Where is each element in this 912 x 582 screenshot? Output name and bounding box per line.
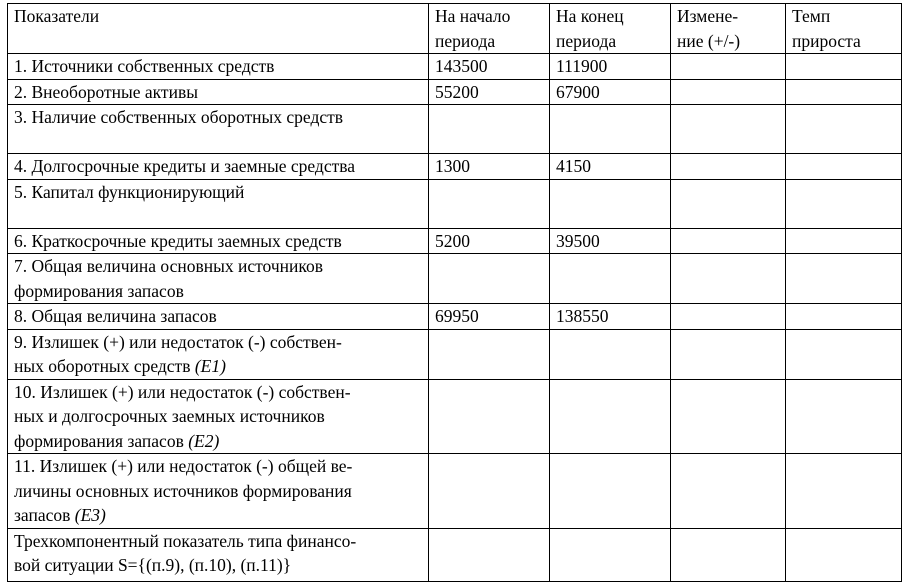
cell-change: [671, 528, 786, 581]
row-label-line: формирования запасов: [14, 280, 184, 301]
cell-change: [671, 79, 786, 105]
table-row: [8, 154, 902, 180]
cell-growth: [786, 379, 902, 454]
cell-growth: [786, 304, 902, 330]
cell-growth: [786, 179, 902, 228]
cell-growth: [786, 54, 902, 80]
header-period-start: [429, 4, 550, 54]
cell-change: [671, 54, 786, 80]
header-growth-rate: [786, 4, 902, 54]
cell-growth: [786, 528, 902, 581]
cell-end-value: [550, 454, 671, 529]
cell-end-value: [550, 179, 671, 228]
cell-start-value: [429, 528, 550, 581]
table-row: [8, 304, 902, 330]
row-label-line: 1. Источники собственных средств: [14, 56, 275, 76]
table-row: [8, 228, 902, 254]
cell-start-value: [429, 254, 550, 304]
header-text-line: Темп: [792, 6, 831, 26]
cell-start-value: [429, 329, 550, 379]
table-row: [8, 54, 902, 80]
header-period-end: [550, 4, 671, 54]
table-row: [8, 528, 902, 581]
row-label: [8, 228, 429, 254]
row-label: [8, 528, 429, 581]
cell-end-value: [550, 329, 671, 379]
cell-start-value: [429, 179, 550, 228]
cell-change: [671, 454, 786, 529]
cell-end-value: [550, 105, 671, 154]
row-label-text: ных оборотных средств: [14, 356, 191, 376]
cell-change: [671, 179, 786, 228]
header-text-line: прироста: [792, 30, 861, 51]
header-indicators: [8, 4, 429, 54]
table-row: [8, 254, 902, 304]
cell-change: [671, 304, 786, 330]
row-label-line: 5. Капитал функционирующий: [14, 181, 245, 202]
cell-growth: [786, 254, 902, 304]
cell-change: [671, 254, 786, 304]
row-label: [8, 54, 429, 80]
row-label: [8, 154, 429, 180]
header-text-line: На конец: [556, 6, 624, 26]
header-change: [671, 4, 786, 54]
cell-end-value: 111900: [550, 54, 671, 80]
header-text-line: периода: [435, 30, 496, 51]
cell-change: [671, 154, 786, 180]
cell-end-value: 39500: [550, 228, 671, 254]
cell-change: [671, 228, 786, 254]
table-row: [8, 79, 902, 105]
row-label-line: ных и долгосрочных заемных источников: [14, 406, 325, 426]
cell-start-value: 55200: [429, 79, 550, 105]
row-label: [8, 329, 429, 379]
row-label-line: личины основных источников формирования: [14, 480, 352, 501]
header-text-line: На начало: [435, 6, 511, 26]
row-label-line: 11. Излишек (+) или недостаток (-) общей ве-: [14, 456, 353, 476]
cell-end-value: [550, 528, 671, 581]
cell-end-value: [550, 379, 671, 454]
cell-start-value: 5200: [429, 228, 550, 254]
row-label-code: (E1): [194, 356, 226, 376]
cell-growth: [786, 105, 902, 154]
cell-change: [671, 379, 786, 454]
header-text-line: Измене-: [677, 6, 739, 26]
row-label-line: [14, 429, 423, 454]
header-text-line: периода: [556, 30, 617, 51]
row-label: [8, 79, 429, 105]
row-label-line: [14, 354, 423, 379]
cell-growth: [786, 454, 902, 529]
cell-end-value: 67900: [550, 79, 671, 105]
table-row: [8, 379, 902, 454]
row-label-line: 6. Краткосрочные кредиты заемных средств: [14, 230, 342, 251]
cell-end-value: [550, 254, 671, 304]
row-label-line: 4. Долгосрочные кредиты и заемные средства: [14, 156, 356, 176]
cell-growth: [786, 228, 902, 254]
row-label-line: 9. Излишек (+) или недостаток (-) собствен-: [14, 331, 342, 352]
row-label-line: 10. Излишек (+) или недостаток (-) собствен-: [14, 381, 351, 402]
cell-start-value: 1300: [429, 154, 550, 180]
table-row: [8, 179, 902, 228]
row-label-line: 8. Общая величина запасов: [14, 306, 217, 326]
table-row: [8, 454, 902, 529]
cell-start-value: [429, 105, 550, 154]
table-row: [8, 329, 902, 379]
row-label-code: (E3): [74, 505, 106, 525]
row-label-line: Трехкомпонентный показатель типа финансо-: [14, 530, 357, 551]
row-label: [8, 254, 429, 304]
cell-change: [671, 329, 786, 379]
cell-growth: [786, 154, 902, 180]
cell-end-value: 4150: [550, 154, 671, 180]
row-label-line: 2. Внеоборотные активы: [14, 81, 198, 102]
header-text-line: ние (+/-): [677, 30, 741, 51]
cell-growth: [786, 79, 902, 105]
row-label: [8, 379, 429, 454]
row-label-line: [14, 503, 423, 528]
row-label: [8, 454, 429, 529]
row-label-text: запасов: [14, 505, 71, 525]
row-label: [8, 179, 429, 228]
cell-change: [671, 105, 786, 154]
cell-start-value: 69950: [429, 304, 550, 330]
row-label: [8, 105, 429, 154]
cell-growth: [786, 329, 902, 379]
header-text-line: Показатели: [14, 6, 100, 26]
cell-start-value: [429, 454, 550, 529]
row-label-line: вой ситуации S={(п.9), (п.10), (п.11)}: [14, 555, 292, 575]
row-label-code: (E2): [188, 430, 220, 451]
table-row: [8, 105, 902, 154]
table-header-row: [8, 4, 902, 54]
row-label-text: формирования запасов: [14, 430, 184, 451]
row-label-line: 3. Наличие собственных оборотных средств: [14, 107, 344, 127]
financial-stability-table: [7, 3, 902, 582]
cell-end-value: 138550: [550, 304, 671, 330]
row-label: [8, 304, 429, 330]
cell-start-value: 143500: [429, 54, 550, 80]
row-label-line: 7. Общая величина основных источников: [14, 256, 323, 276]
cell-start-value: [429, 379, 550, 454]
